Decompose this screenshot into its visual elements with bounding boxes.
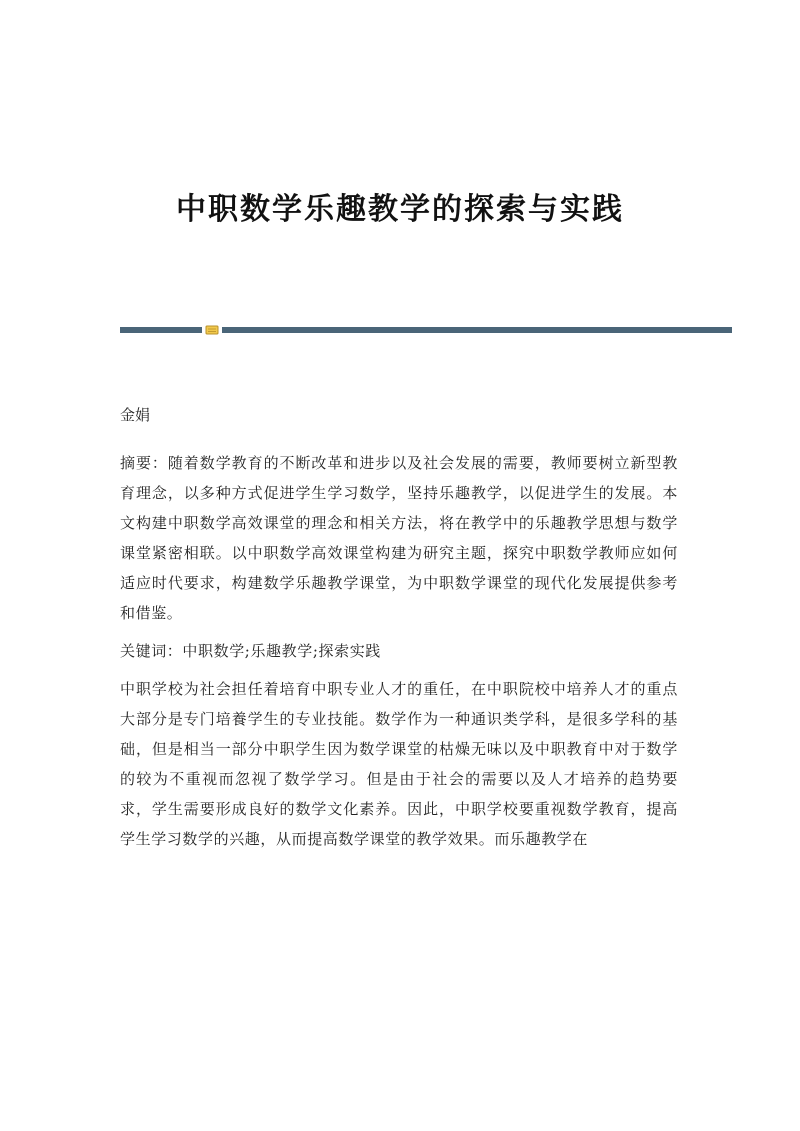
keywords-line: 关键词：中职数学;乐趣教学;探索实践	[120, 642, 381, 660]
body-paragraph: 中职学校为社会担任着培育中职专业人才的重任，在中职院校中培养人才的重点大部分是专门培養学生的专业技能。数学作为一种通识类学科，是很多学科的基础，但是相当一部分中职学生因为数学课堂的枯燥无味以及中职教育中对于数学的较为不重视而忽视了数学学习。但是由于社会的需要以及人才培养的趋势要求，学生需要形成良好的数学文化素养。因此，中职学校要重视数学教育，提高学生学习数学的兴趣，从而提高数学课堂的教学效果。而乐趣教学在	[120, 680, 678, 848]
divider-bar-left	[120, 327, 202, 333]
document-title: 中职数学乐趣教学的探索与实践	[176, 192, 624, 227]
book-ornament-icon	[205, 325, 219, 335]
divider-bar-right	[222, 327, 732, 333]
document-body	[120, 402, 678, 862]
author-name: 金娟	[120, 406, 151, 424]
abstract-paragraph: 摘要：随着数学教育的不断改革和进步以及社会发展的需要，教师要树立新型教育理念，以多种方式促进学生学习数学，坚持乐趣教学，以促进学生的发展。本文构建中职数学高效课堂的理念和相关方法，将在教学中的乐趣教学思想与数学课堂紧密相联。以中职数学高效课堂构建为研究主题，探究中职数学教师应如何适应时代要求，构建数学乐趣教学课堂，为中职数学课堂的现代化发展提供参考和借鉴。	[120, 454, 678, 622]
title-divider	[120, 325, 732, 337]
